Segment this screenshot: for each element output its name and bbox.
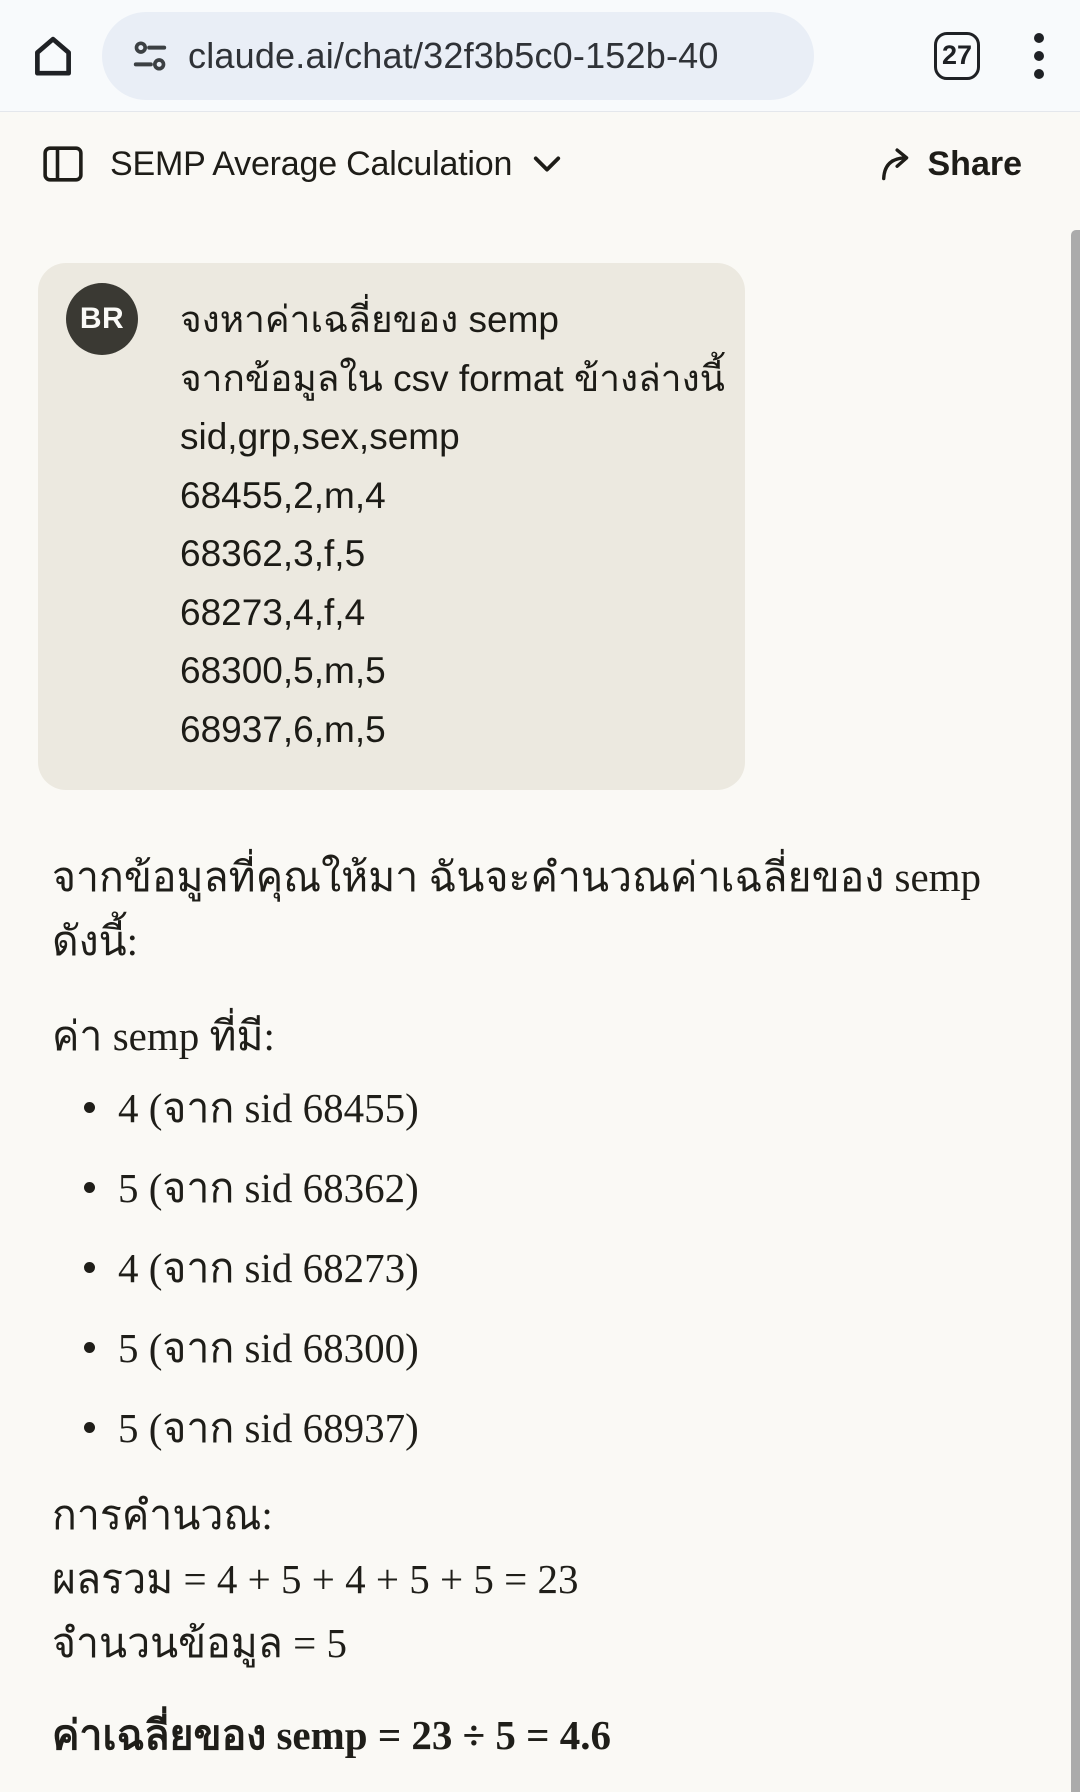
home-button[interactable] <box>26 29 80 83</box>
browser-menu-button[interactable] <box>1024 26 1054 86</box>
sidebar-panel-icon <box>41 143 85 185</box>
share-arrow-icon <box>878 145 914 183</box>
chevron-down-icon <box>532 154 562 174</box>
page-info-icon[interactable] <box>130 36 170 76</box>
scrollbar-thumb[interactable] <box>1071 230 1080 1792</box>
user-message-bubble <box>38 263 745 790</box>
sidebar-toggle-button[interactable] <box>40 141 86 187</box>
semp-values-list <box>52 1083 1044 1453</box>
csv-data-line: 68362,3,f,5 <box>180 533 366 574</box>
share-label: Share <box>927 144 1022 183</box>
list-item: 5 (จาก sid 68300) <box>52 1323 1044 1373</box>
share-button[interactable] <box>878 145 1023 184</box>
kebab-menu-icon <box>1032 27 1046 85</box>
user-message-line: จงหาค่าเฉลี่ยของ semp <box>180 299 559 340</box>
calc-count-line: จำนวนข้อมูล = 5 <box>52 1620 348 1666</box>
url-bar[interactable] <box>102 12 814 100</box>
browser-bar <box>0 0 1080 112</box>
values-heading: ค่า semp ที่มี: <box>52 1013 275 1059</box>
list-item: 5 (จาก sid 68362) <box>52 1163 1044 1213</box>
calc-heading: การคำนวณ: <box>52 1492 273 1538</box>
app-header <box>0 112 1080 216</box>
csv-data-line: 68455,2,m,4 <box>180 474 386 516</box>
chat-title-dropdown[interactable] <box>110 145 562 184</box>
url-text: claude.ai/chat/32f3b5c0-152b-40 <box>188 34 719 76</box>
assistant-response <box>52 845 1044 1763</box>
tab-count: 27 <box>941 40 973 70</box>
csv-data-line: 68273,4,f,4 <box>180 591 366 633</box>
calc-sum-line: ผลรวม = 4 + 5 + 4 + 5 + 5 = 23 <box>52 1556 579 1602</box>
list-item: 4 (จาก sid 68273) <box>52 1243 1044 1293</box>
tab-switcher-button[interactable] <box>934 32 980 80</box>
list-item: 4 (จาก sid 68455) <box>52 1083 1044 1133</box>
result-line: ค่าเฉลี่ยของ semp = 23 ÷ 5 = 4.6 <box>52 1712 612 1758</box>
home-icon <box>28 31 78 81</box>
list-item: 5 (จาก sid 68937) <box>52 1403 1044 1453</box>
csv-data-line: 68937,6,m,5 <box>180 708 386 750</box>
csv-header-line: sid,grp,sex,semp <box>180 416 460 457</box>
csv-data-line: 68300,5,m,5 <box>180 650 386 691</box>
calculation-block <box>52 1483 1044 1675</box>
user-avatar <box>66 283 138 355</box>
response-intro: จากข้อมูลที่คุณให้มา ฉันจะคำนวณค่าเฉลี่ยของ semp ดังนี้: <box>52 854 982 964</box>
page-title: SEMP Average Calculation <box>110 144 513 183</box>
avatar-initials: BR <box>79 302 125 335</box>
user-message-line: จากข้อมูลใน csv format ข้างล่างนี้ <box>180 357 725 399</box>
user-message-text <box>180 283 725 759</box>
